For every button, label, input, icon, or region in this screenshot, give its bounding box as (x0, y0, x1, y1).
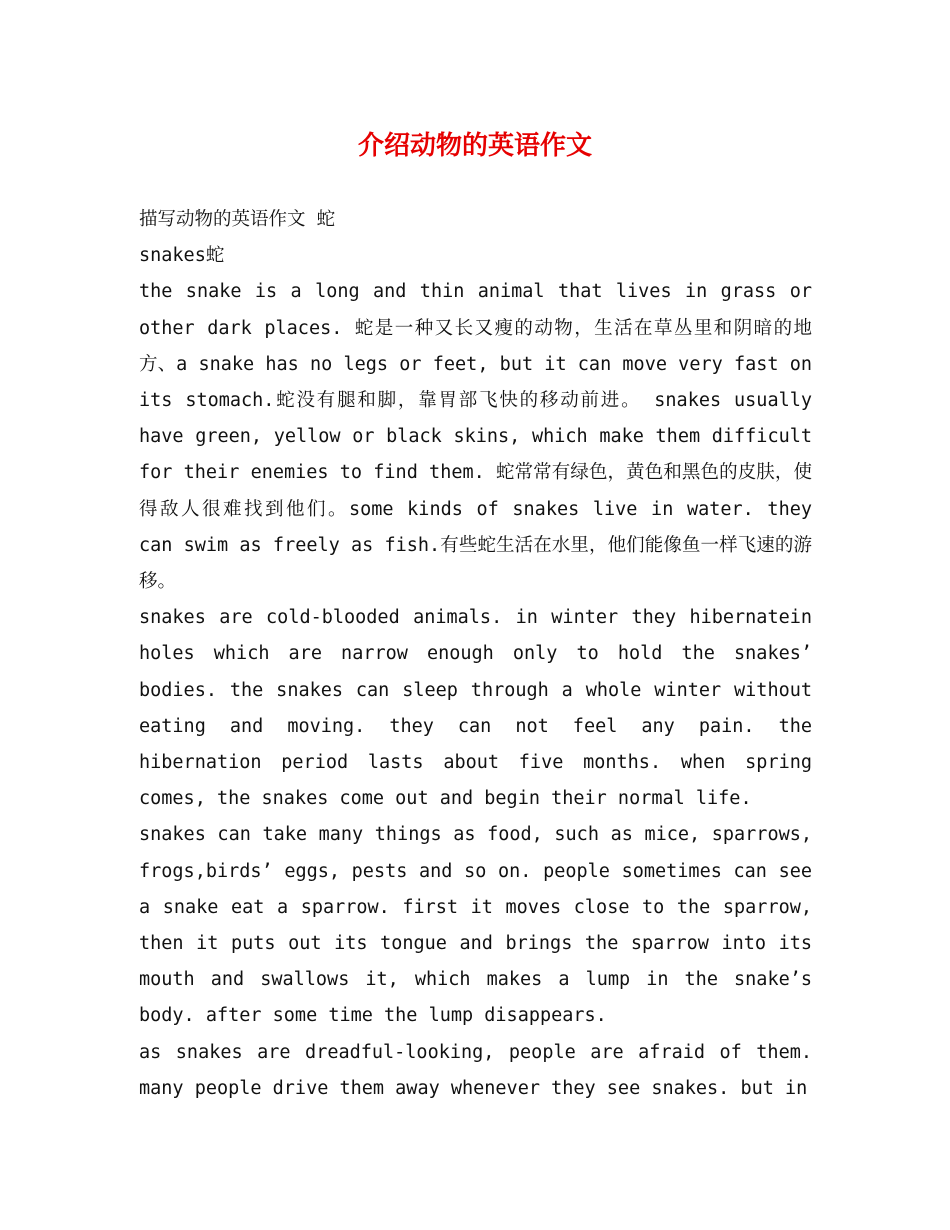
heading-line: snakes蛇 (139, 245, 225, 267)
article-body (139, 202, 812, 1107)
paragraph-1: the snake is a long and thin animal that lives in grass or other dark places. 蛇是一种又长又瘦的动物，生活在草丛里和阴暗的地方、a snake has no legs or feet, but it can move very fast on its stomach.蛇没有腿和脚，靠胃部飞快的移动前进。 snakes usually have green, yellow or black skins, which make them difficult for their enemies to find them. 蛇常常有绿色，黄色和黑色的皮肤，使得敌人很难找到他们。some kinds of snakes live in water. they can swim as freely as fish.有些蛇生活在水里，他们能像鱼一样飞速的游移。 (139, 281, 812, 593)
subtitle-line: 描写动物的英语作文 蛇 (139, 209, 336, 230)
paragraph-4: as snakes are dreadful-looking, people are afraid of them. many people drive them away whenever they see snakes. but in (139, 1041, 812, 1099)
page-title: 介绍动物的英语作文 (357, 131, 592, 161)
paragraph-3: snakes can take many things as food, such as mice, sparrows, frogs,birds’ eggs, pests and so on. people sometimes can see a snake eat a sparrow. first it moves close to the sparrow, then it puts out its tongue and brings the sparrow into its mouth and swallows it, which makes a lump in the snake’s body. after some time the lump disappears. (139, 824, 812, 1027)
paragraph-2: snakes are cold-blooded animals. in winter they hibernatein holes which are narrow enough only to hold the snakes’ bodies. the snakes can sleep through a whole winter without eating and moving. they can not feel any pain. the hibernation period lasts about five months. when spring comes, the snakes come out and begin their normal life. (139, 607, 812, 810)
